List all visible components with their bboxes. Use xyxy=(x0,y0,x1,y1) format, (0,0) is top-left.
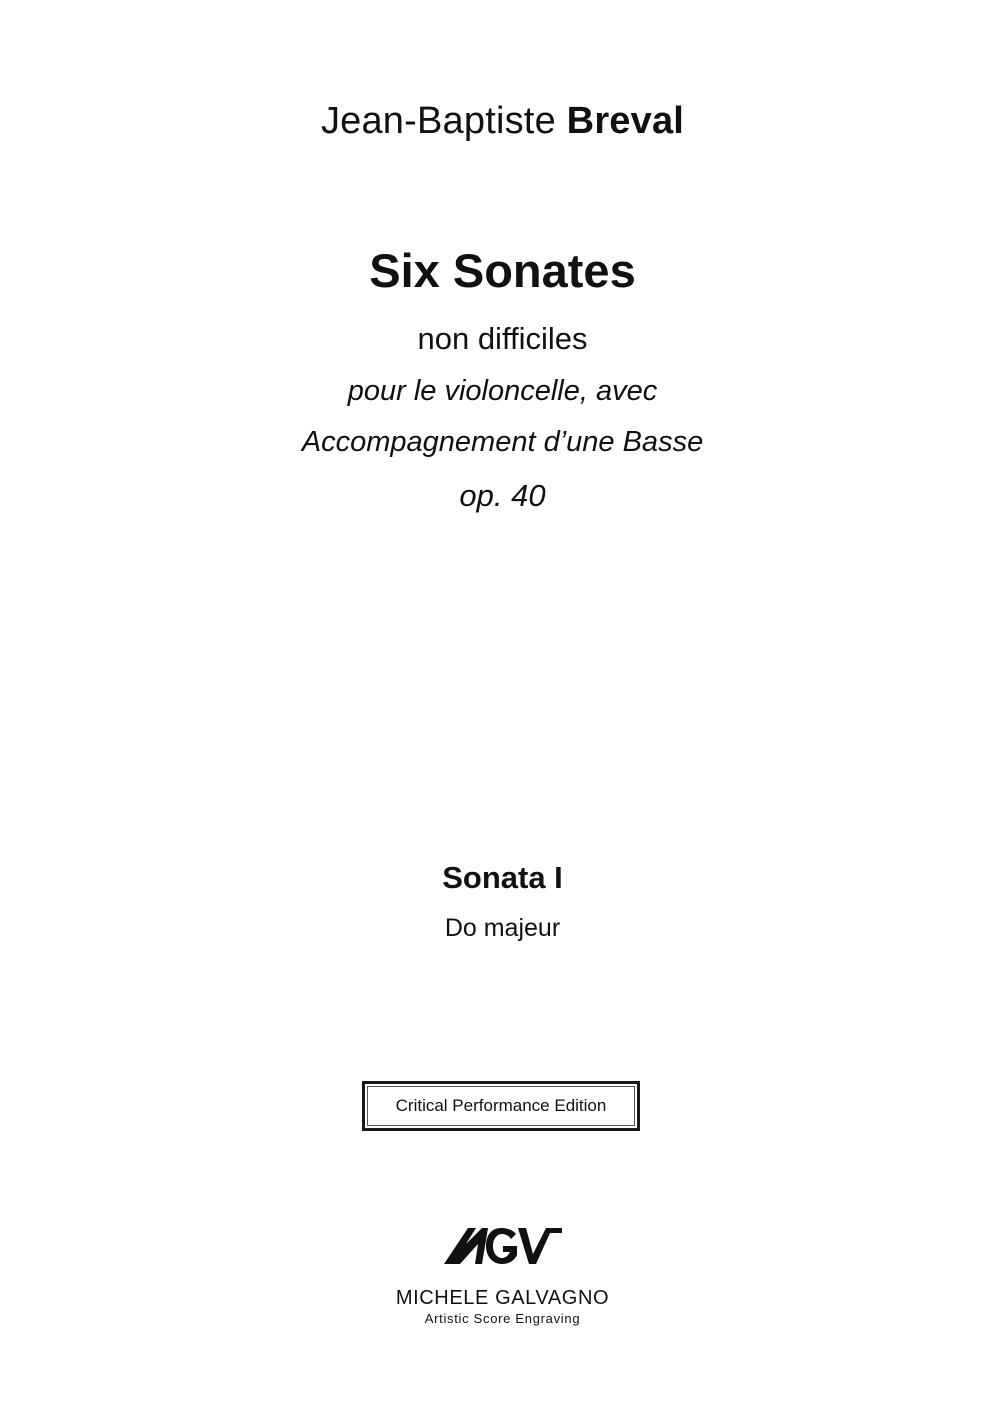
subtitle-line-2: pour le violoncelle, avec xyxy=(347,375,658,407)
composer-first-name: Jean-Baptiste xyxy=(320,100,556,142)
sonata-title: Sonata I xyxy=(442,860,563,895)
subtitle-line-3: Accompagnement d’une Basse xyxy=(301,426,704,458)
composer-name xyxy=(0,100,1005,143)
edition-label: Critical Performance Edition xyxy=(395,1096,607,1115)
mgv-logo-icon xyxy=(442,1224,564,1271)
sonata-key: Do majeur xyxy=(444,914,561,942)
publisher-tagline: Artistic Score Engraving xyxy=(424,1311,581,1326)
edition-badge xyxy=(362,1081,640,1131)
opus-number: op. 40 xyxy=(459,478,546,513)
composer-last-name: Breval xyxy=(566,100,685,142)
publisher-name: MICHELE GALVAGNO xyxy=(395,1287,610,1309)
subtitle-line-1: non difficiles xyxy=(417,321,588,356)
page-title: Six Sonates xyxy=(369,244,636,297)
